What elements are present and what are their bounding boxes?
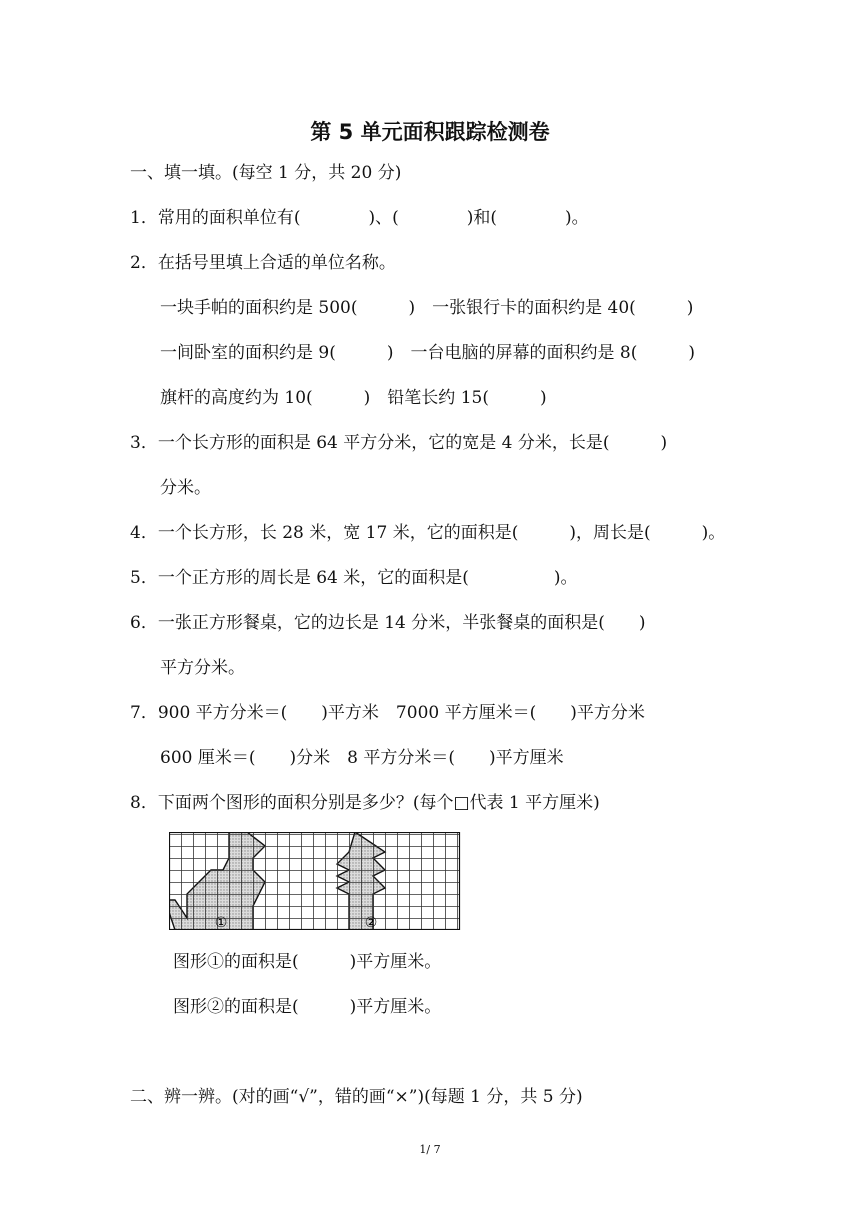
question-2-stem: 2．在括号里填上合适的单位名称。 (130, 253, 396, 273)
question-8-stem: 8．下面两个图形的面积分别是多少？(每个□代表 1 平方厘米) (130, 793, 600, 813)
section1-heading: 一、填一填。(每空 1 分，共 20 分) (130, 163, 402, 183)
question-5: 5．一个正方形的周长是 64 米，它的面积是( )。 (130, 568, 578, 588)
question-7-line-1: 7．900 平方分米＝( )平方米 7000 平方厘米＝( )平方分米 (130, 703, 645, 723)
page-title: 第 5 单元面积跟踪检测卷 (310, 120, 550, 144)
question-6-line-1: 6．一张正方形餐桌，它的边长是 14 分米，半张餐桌的面积是( ) (130, 613, 646, 633)
question-4: 4．一个长方形，长 28 米，宽 17 米，它的面积是( )，周长是( )。 (130, 523, 726, 543)
question-3-line-2: 分米。 (160, 478, 211, 498)
section2-heading: 二、辨一辨。(对的画“√”，错的画“×”)(每题 1 分，共 5 分) (130, 1087, 583, 1107)
question-3-line-1: 3．一个长方形的面积是 64 平方分米，它的宽是 4 分米，长是( ) (130, 433, 668, 453)
question-7-line-2: 600 厘米＝( )分米 8 平方分米＝( )平方厘米 (160, 748, 564, 768)
question-2-line-1: 一块手帕的面积约是 500( ) 一张银行卡的面积约是 40( ) (160, 298, 694, 318)
grid-figure (169, 832, 461, 930)
question-8-answer-2: 图形②的面积是( )平方厘米。 (173, 997, 442, 1017)
question-2-line-2: 一间卧室的面积约是 9( ) 一台电脑的屏幕的面积约是 8( ) (160, 343, 695, 363)
question-1: 1．常用的面积单位有( )、( )和( )。 (130, 208, 589, 228)
figure-2-label: ② (364, 915, 378, 930)
question-2-line-3: 旗杆的高度约为 10( ) 铅笔长约 15( ) (160, 388, 547, 408)
page-number: 1/ 7 (419, 1143, 441, 1156)
figure-1-label: ① (214, 915, 228, 930)
question-8-answer-1: 图形①的面积是( )平方厘米。 (173, 952, 442, 972)
question-6-line-2: 平方分米。 (160, 658, 245, 678)
